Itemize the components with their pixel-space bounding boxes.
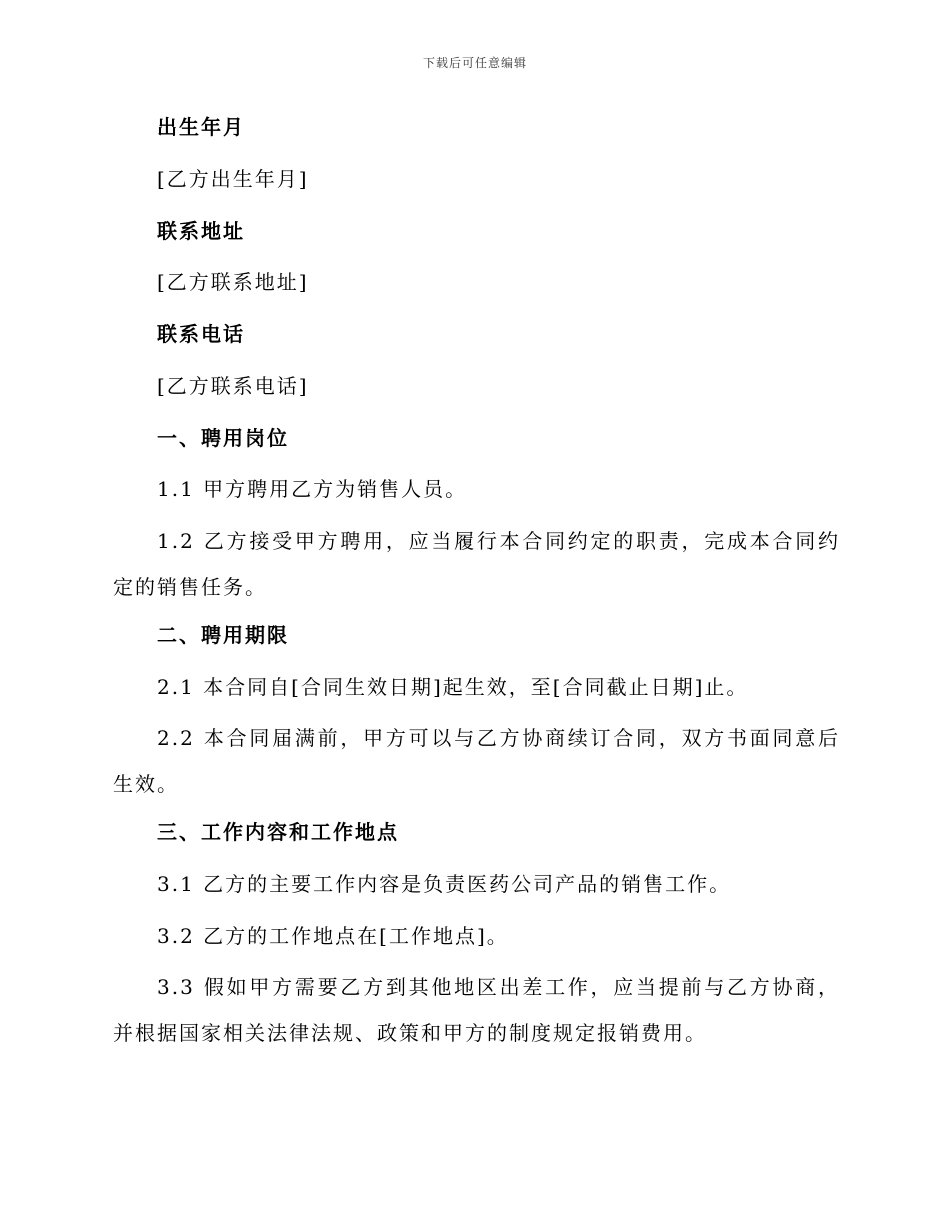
section-2-title: 二、聘用期限 xyxy=(157,623,289,647)
section-1-clause-2: 1.2 乙方接受甲方聘用，应当履行本合同约定的职责，完成本合同约定的销售任务。 xyxy=(113,529,840,599)
section-3-clause-1: 3.1 乙方的主要工作内容是负责医药公司产品的销售工作。 xyxy=(157,872,732,896)
section-2-clause-1: 2.1 本合同自[合同生效日期]起生效，至[合同截止日期]止。 xyxy=(157,675,749,699)
section-3-clause-2: 3.2 乙方的工作地点在[工作地点]。 xyxy=(157,924,509,948)
section-1-title: 一、聘用岗位 xyxy=(157,426,289,450)
birth-label: 出生年月 xyxy=(157,115,245,139)
section-2-clause-2: 2.2 本合同届满前，甲方可以与乙方协商续订合同，双方书面同意后生效。 xyxy=(113,726,840,796)
address-value: [乙方联系地址] xyxy=(157,270,309,294)
phone-label: 联系电话 xyxy=(157,322,245,346)
section-3-clause-3: 3.3 假如甲方需要乙方到其他地区出差工作，应当提前与乙方协商，并根据国家相关法律法规、政策和甲方的制度规定报销费用。 xyxy=(113,975,840,1045)
address-label: 联系地址 xyxy=(157,219,245,243)
phone-value: [乙方联系电话] xyxy=(157,374,309,398)
birth-value: [乙方出生年月] xyxy=(157,167,309,191)
section-1-clause-1: 1.1 甲方聘用乙方为销售人员。 xyxy=(157,477,468,501)
section-3-title: 三、工作内容和工作地点 xyxy=(157,820,399,844)
page-header: 下载后可任意编辑 xyxy=(422,56,527,70)
